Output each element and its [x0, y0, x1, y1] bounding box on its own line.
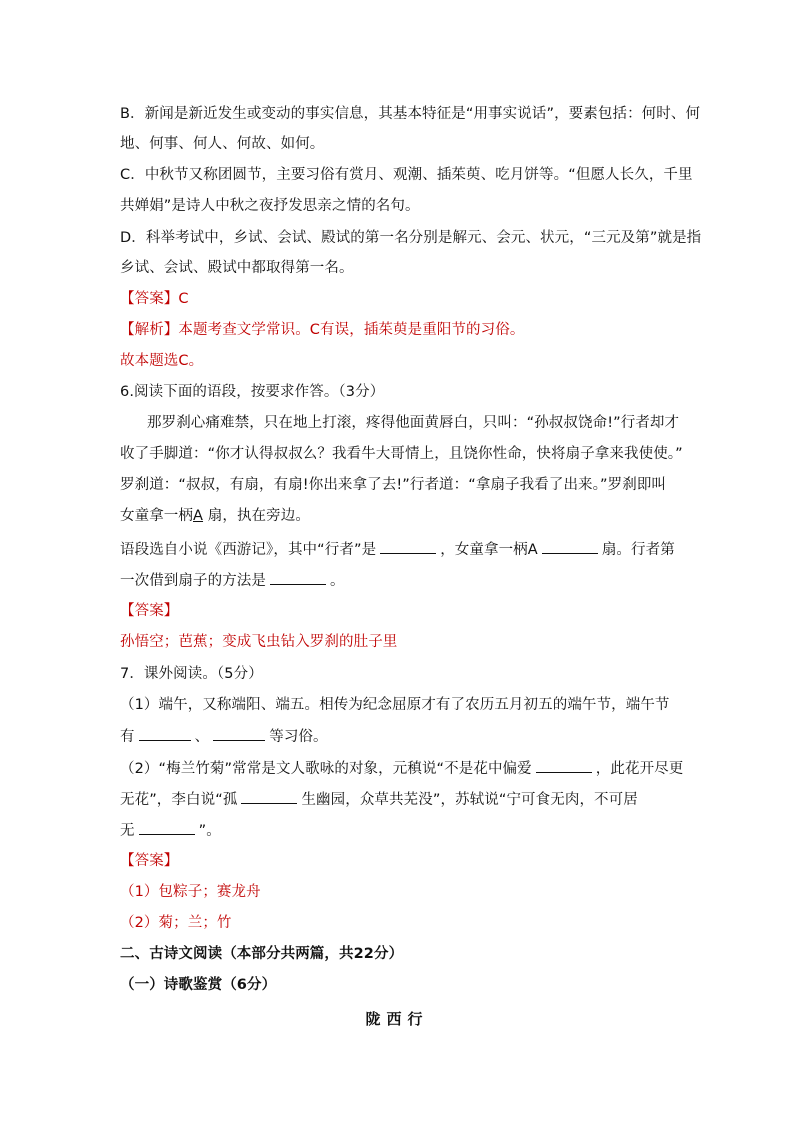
q6b-text-a: 语段选自小说《西游记》，其中“行者”是 [120, 542, 377, 558]
q6b-text-d: 一次借到扇子的方法是 [120, 573, 266, 589]
question-7-2-line1 [120, 758, 683, 779]
answer-7-1: （1）包粽子；赛龙舟 [120, 884, 261, 900]
q7-1-text-a: 有 [120, 729, 135, 745]
question-6: 6.阅读下面的语段，按要求作答。（3分） [120, 384, 385, 400]
option-c-line2: 共婵娟”是诗人中秋之夜抒发思亲之情的名句。 [120, 198, 420, 214]
conclusion-5: 故本题选C。 [120, 353, 204, 369]
answer-5: 【答案】C [120, 291, 189, 307]
passage-6-line3: 罗刹道：“叔叔，有扇，有扇!你出来拿了去!”行者道：“拿扇子我看了出来。”罗刹即叫 [120, 477, 667, 493]
answer-blank[interactable] [139, 726, 191, 741]
passage-6-line4 [120, 506, 310, 526]
answer-7-2: （2）菊；兰；竹 [120, 915, 232, 931]
passage-6-underlined-a: A [193, 508, 204, 524]
answer-blank[interactable] [241, 789, 297, 804]
q7-1-text-b: 、 [194, 729, 210, 745]
q7-2-text-f: ”。 [198, 823, 221, 839]
answer-blank[interactable] [536, 758, 592, 773]
question-6b-line1 [120, 539, 675, 560]
option-b-line1: B．新闻是新近发生或变动的事实信息，其基本特征是“用事实说话”，要素包括：何时、何 [120, 106, 701, 122]
analysis-5: 【解析】本题考查文学常识。C有误，插茱萸是重阳节的习俗。 [120, 322, 525, 338]
answer-blank[interactable] [213, 726, 265, 741]
q7-2-text-e: 无 [120, 823, 135, 839]
option-d-line2: 乡试、会试、殿试中都取得第一名。 [120, 260, 354, 276]
option-c-line1: C．中秋节又称团圆节，主要习俗有赏月、观潮、插茱萸、吃月饼等。“但愿人长久，千里 [120, 167, 693, 183]
q6b-text-c: 扇。行者第 [601, 542, 675, 558]
passage-6-line1: 那罗刹心痛难禁，只在地上打滚，疼得他面黄唇白，只叫：“孙叔叔饶命!”行者却才 [147, 415, 680, 431]
q7-2-text-b: ，此花开尽更 [595, 761, 684, 777]
option-d-line1: D．科举考试中，乡试、会试、殿试的第一名分别是解元、会元、状元，“三元及第”就是指 [120, 230, 702, 246]
answer-6: 孙悟空；芭蕉；变成飞虫钻入罗刹的肚子里 [120, 634, 398, 650]
q7-2-text-d: 生幽园，众草共芜没”，苏轼说“宁可食无肉，不可居 [301, 792, 638, 808]
answer-6-label: 【答案】 [120, 603, 179, 619]
passage-6-line4-c: 扇，执在旁边。 [207, 508, 310, 524]
passage-6-line4-a: 女童拿一柄 [120, 508, 193, 524]
q7-1-text-c: 等习俗。 [269, 729, 328, 745]
section-2-1-heading: （一）诗歌鉴赏（6分） [120, 977, 277, 993]
question-6b-line2 [120, 570, 345, 591]
q7-2-text-a: （2）“梅兰竹菊”常常是文人歌咏的对象，元稹说“不是花中偏爱 [120, 761, 532, 777]
option-b-line2: 地、何事、何人、何故、如何。 [120, 136, 325, 152]
q7-2-text-c: 无花”，李白说“孤 [120, 792, 238, 808]
answer-7-label: 【答案】 [120, 853, 179, 869]
q6b-text-b: ，女童拿一柄A [440, 542, 538, 558]
answer-blank[interactable] [270, 570, 326, 585]
answer-blank[interactable] [380, 539, 436, 554]
passage-6-line2: 收了手脚道：“你才认得叔叔么？我看牛大哥情上，且饶你性命，快将扇子拿来我使使。” [120, 446, 683, 462]
answer-blank[interactable] [139, 820, 195, 835]
section-2-heading: 二、古诗文阅读（本部分共两篇，共22分） [120, 946, 404, 962]
question-7-2-line2 [120, 789, 638, 810]
answer-blank[interactable] [542, 539, 598, 554]
poem-title: 陇西行 [365, 1010, 429, 1028]
question-7-1-line1: （1）端午，又称端阳、端五。相传为纪念屈原才有了农历五月初五的端午节，端午节 [120, 697, 670, 713]
question-7-2-line3 [120, 820, 221, 841]
question-7-1-line2 [120, 726, 328, 747]
q6b-text-e: 。 [330, 573, 345, 589]
question-7: 7．课外阅读。（5分） [120, 666, 263, 682]
